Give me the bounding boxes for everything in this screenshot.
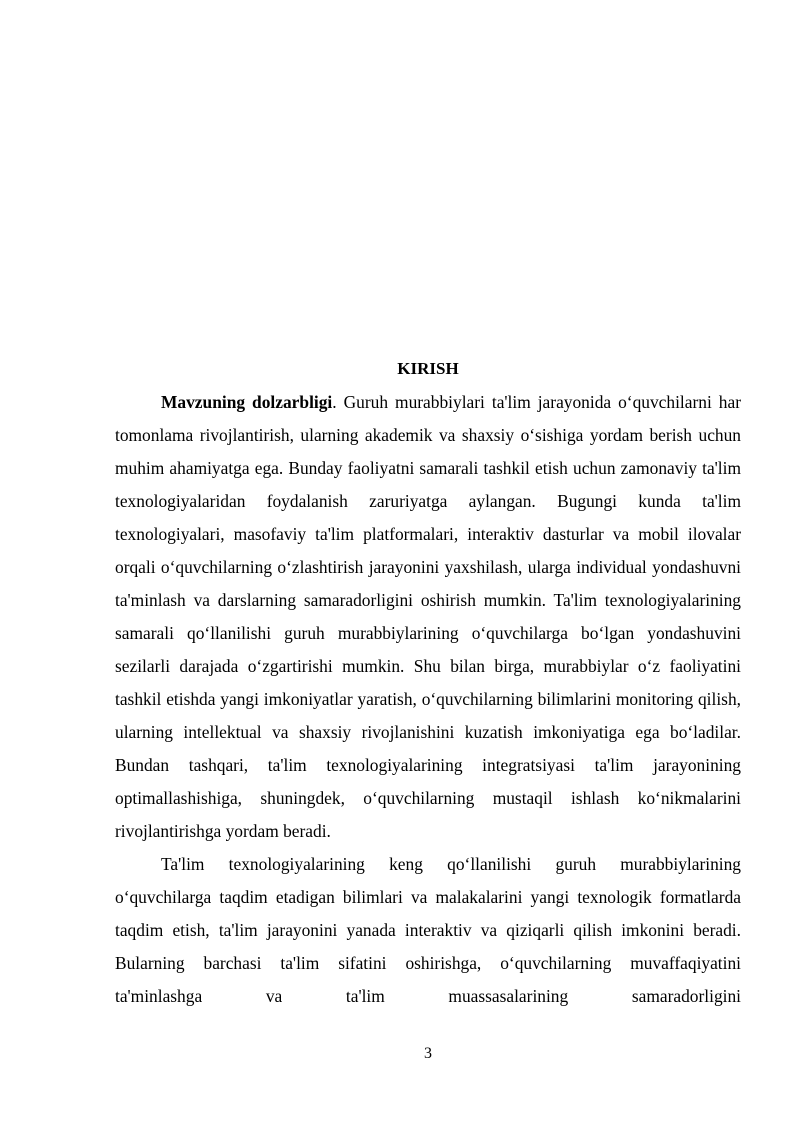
paragraph-text: Ta'lim texnologiyalarining keng qo‘llanilishi guruh murabbiylarining o‘quvchilarga taqdim etadigan bilimlari va malakalarini yangi texnologik formatlarda taqdim etish, ta'lim jarayonini yanada interaktiv va qiziqarli qilish imkonini beradi. Bularning barchasi ta'lim sifatini oshirishga, o‘quvchilarning muvaffaqiyatini ta'minlashga va ta'lim muassasalarining samaradorligini — [115, 854, 741, 1006]
paragraph-technologies — [115, 848, 741, 1013]
paragraph-text: . Guruh murabbiylari ta'lim jarayonida o‘quvchilarni har tomonlama rivojlantirish, ularning akademik va shaxsiy o‘sishiga yordam berish uchun muhim ahamiyatga ega. Bunday faoliyatni samarali tashkil etish uchun zamonaviy ta'lim texnologiyalaridan foydalanish zaruriyatga aylangan. Bugungi kunda ta'lim texnologiyalari, masofaviy ta'lim platformalari, interaktiv dasturlar va mobil ilovalar orqali o‘quvchilarning o‘zlashtirish jarayonini yaxshilash, ularga individual yondashuvni ta'minlash va darslarning samaradorligini oshirish mumkin. Ta'lim texnologiyalarining samarali qo‘llanilishi guruh murabbiylarining o‘quvchilarga bo‘lgan yondashuvini sezilarli darajada o‘zgartirishi mumkin. Shu bilan birga, murabbiylar o‘z faoliyatini tashkil etishda yangi imkoniyatlar yaratish, o‘quvchilarning bilimlarini monitoring qilish, ularning intellektual va shaxsiy rivojlanishini kuzatish imkoniyatiga ega bo‘ladilar. Bundan tashqari, ta'lim texnologiyalarining integratsiyasi ta'lim jarayonining optimallashishiga, shuningdek, o‘quvchilarning mustaqil ishlash ko‘nikmalarini rivojlantirishga yordam beradi. — [115, 392, 742, 841]
body-text — [115, 386, 741, 1013]
page-title: KIRISH — [397, 359, 459, 378]
paragraph-relevance — [115, 386, 741, 848]
paragraph-lead: Mavzuning dolzarbligi — [161, 392, 333, 412]
page-number: 3 — [424, 1045, 432, 1062]
